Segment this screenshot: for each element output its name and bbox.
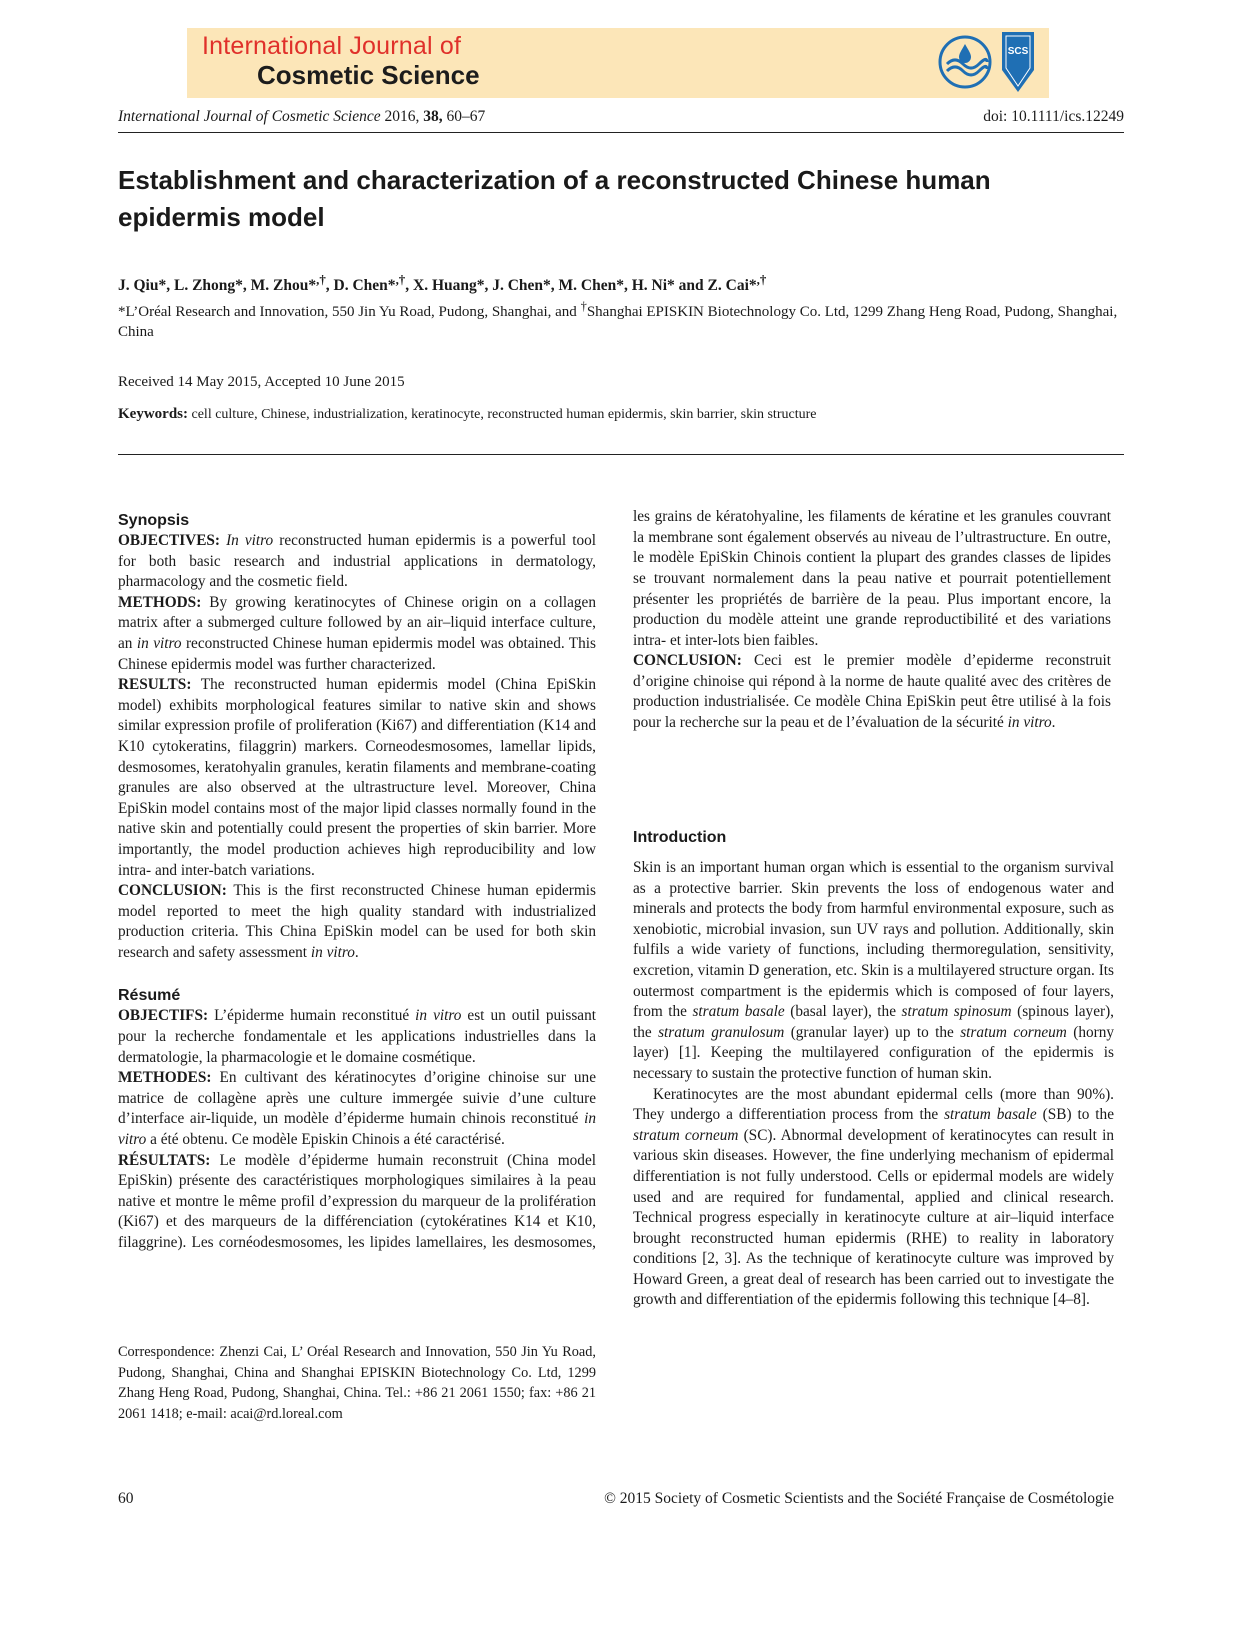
resume-cont-label: CONCLUSION: bbox=[633, 652, 742, 670]
right-column bbox=[633, 510, 1114, 1311]
copyright: © 2015 Society of Cosmetic Scientists and the Société Française de Cosmétologie bbox=[604, 1490, 1114, 1507]
resume-label: RÉSULTATS: bbox=[118, 1151, 211, 1169]
introduction-paragraph: Keratinocytes are the most abundant epidermal cells (more than 90%). They undergo a differentiation process from the stratum basale (SB) to the stratum corneum (SC). Abnormal development of keratinocytes can result in various skin diseases. However, the fine underlying mechanism of epidermal differentiation is not fully understood. Cells or epidermal models are widely used and are required for fundamental, applied and clinical research. Technical progress especially in keratinocyte culture at air–liquid interface brought reconstructed human epidermis (RHE) to reality in laboratory conditions [2, 3]. As the technique of keratinocyte culture was improved by Howard Green, a great deal of research has been carried out to investigate the growth and differentiation of the epidermis following this technique [4–8]. bbox=[633, 1085, 1114, 1309]
resume-text: L’épiderme humain reconstitué in vitro est un outil puissant pour la recherche fondamentale et les applications industrielles dans la dermatologie, la pharmacologie et le domaine cosmétique. bbox=[118, 1007, 596, 1066]
received-dates: Received 14 May 2015, Accepted 10 June 2015 bbox=[118, 374, 405, 390]
authors: J. Qiu*, L. Zhong*, M. Zhou*,†, D. Chen*,†, X. Huang*, J. Chen*, M. Chen*, H. Ni* and Z. Cai*,† bbox=[118, 272, 767, 295]
synopsis-paragraph bbox=[118, 531, 596, 593]
resume-heading: Résumé bbox=[118, 987, 181, 1005]
journal-name-line2: Cosmetic Science bbox=[257, 60, 480, 90]
resume-label: OBJECTIFS: bbox=[118, 1007, 209, 1025]
resume-text: En cultivant des kératinocytes d’origine chinoise sur une matrice de collagène après une culture immergée suivie d’une culture d’interface air-liquide, un modèle d’épiderme humain chinois reconstitué in vitro a été obtenu. Ce modèle Episkin Chinois a été caractérisé. bbox=[118, 1069, 596, 1149]
left-column bbox=[118, 510, 596, 1256]
resume-continued-flow bbox=[633, 510, 1111, 734]
citation-volume: 38, bbox=[423, 108, 443, 125]
keywords bbox=[118, 406, 1124, 423]
resume-text: Le modèle d’épiderme humain reconstruit (China model EpiSkin) présente des caractéristiques morphologiques similaires à la peau native et montre le même profil d’expression du marqueur de la prolifération (Ki67) et des marqueurs de la différenciation (cytokératines K14 et K10, filaggrine). Les cornéodesmosomes, les lipides lamellaires, les desmosomes, bbox=[118, 1151, 596, 1251]
scs-shield-text: SCS bbox=[1007, 46, 1029, 57]
resume-paragraph bbox=[118, 1068, 596, 1150]
affiliations: *L’Oréal Research and Innovation, 550 Jin Yu Road, Pudong, Shanghai, and †Shanghai EPISKIN Biotechnology Co. Ltd, 1299 Zhang Heng Road, Pudong, Shanghai, China bbox=[118, 299, 1118, 340]
article-title: Establishment and characterization of a reconstructed Chinese human epidermis model bbox=[118, 165, 991, 232]
synopsis-paragraph bbox=[118, 881, 596, 963]
resume-paragraph bbox=[118, 1151, 596, 1257]
doi[interactable]: doi: 10.1111/ics.12249 bbox=[983, 108, 1124, 125]
resume-cont-paragraph bbox=[633, 651, 1111, 733]
journal-banner bbox=[187, 28, 1049, 98]
introduction-heading: Introduction bbox=[633, 829, 727, 846]
citation-year: 2016, bbox=[384, 108, 420, 125]
citation-pages: 60–67 bbox=[446, 108, 486, 125]
resume-paragraph bbox=[118, 1006, 596, 1068]
resume-body-continued bbox=[633, 510, 1114, 797]
resume-cont-text: les grains de kératohyaline, les filaments de kératine et les granules couvrant la membrane sont également observés au niveau de l’ultrastructure. En outre, le modèle EpiSkin Chinois contient la plupart des grandes classes de lipides se trouvant normalement dans la peau native et pourrait potentiellement présenter les propriétés de barrière de la peau. Plus important encore, la production du modèle atteint une grande reproductibilité et des variations intra- et inter-lots bien faibles. bbox=[633, 510, 1111, 649]
page-number: 60 bbox=[118, 1490, 134, 1507]
synopsis-text: In vitro reconstructed human epidermis is a powerful tool for both basic research and industrial applications in dermatology, pharmacology and the cosmetic field. bbox=[118, 532, 596, 591]
synopsis-label: RESULTS: bbox=[118, 676, 192, 694]
synopsis-text: By growing keratinocytes of Chinese origin on a collagen matrix after a submerged culture followed by an air–liquid interface culture, an in vitro reconstructed Chinese human epidermis model was obtained. This Chinese epidermis model was further characterized. bbox=[118, 593, 597, 673]
synopsis-label: CONCLUSION: bbox=[118, 882, 227, 900]
resume-label: METHODES: bbox=[118, 1069, 212, 1087]
resume-cont-text: Ceci est le premier modèle d’epiderme reconstruit d’origine chinoise qui répond à la norme de haute qualité avec des critères de production industrialisée. Ce modèle China EpiSkin peut être utilisé à la fois pour la recherche sur la peau et de l’évaluation de la sécurité in vitro. bbox=[633, 652, 1111, 732]
synopsis-paragraph bbox=[118, 675, 596, 881]
header-divider bbox=[118, 454, 1124, 455]
citation bbox=[118, 108, 485, 126]
keywords-label: Keywords: bbox=[118, 406, 188, 422]
synopsis-text: This is the first reconstructed Chinese human epidermis model reported to meet the high quality standard with industrialized production criteria. This China EpiSkin model can be used for both skin research and safety assessment in vitro. bbox=[118, 882, 596, 961]
synopsis-label: OBJECTIVES: bbox=[118, 532, 221, 549]
citation-journal: International Journal of Cosmetic Science bbox=[118, 108, 381, 125]
synopsis-paragraph bbox=[118, 593, 596, 675]
introduction-body bbox=[633, 858, 1114, 1311]
resume-body bbox=[118, 1006, 596, 1256]
scs-shield-logo-icon bbox=[1000, 30, 1036, 94]
introduction-paragraph: Skin is an important human organ which is essential to the organism survival as a protective barrier. Skin prevents the loss of endogenous water and minerals and protects the body from harmful environmental exposure, such as xenobiotic, microbial invasion, sun UV rays and pollution. Additionally, skin fulfils a wide variety of functions, including thermoregulation, sensitivity, excretion, vitamin D generation, etc. Skin is a multilayered structure organ. Its outermost compartment is the epidermis which is composed of four layers, from the stratum basale (basal layer), the stratum spinosum (spinous layer), the stratum granulosum (granular layer) up to the stratum corneum (horny layer) [1]. Keeping the multilayered configuration of the epidermis is necessary to sustain the protective function of human skin. bbox=[633, 859, 1115, 1082]
keywords-text: cell culture, Chinese, industrialization, keratinocyte, reconstructed human epidermis, skin barrier, skin structure bbox=[191, 407, 817, 422]
synopsis-label: METHODS: bbox=[118, 593, 202, 611]
correspondence-footnote: Correspondence: Zhenzi Cai, L’ Oréal Research and Innovation, 550 Jin Yu Road, Pudong, Shanghai, China and Shanghai EPISKIN Biotechnology Co. Ltd, 1299 Zhang Heng Road, Pudong, Shanghai, China. Tel.: +86 21 2061 1550; fax: +86 21 2061 1418; e-mail: acai@rd.loreal.com bbox=[118, 1344, 596, 1422]
journal-name-line1: International Journal of bbox=[202, 32, 462, 60]
synopsis-body bbox=[118, 531, 596, 963]
resume-cont-paragraph bbox=[633, 510, 1111, 651]
synopsis-heading: Synopsis bbox=[118, 512, 190, 529]
synopsis-text: The reconstructed human epidermis model (China EpiSkin model) exhibits morphological features similar to native skin and shows similar expression profile of proliferation (Ki67) and differentiation (K14 and K10 cytokeratins, filaggrin) markers. Corneodesmosomes, lamellar lipids, desmosomes, keratohyalin granules, keratin filaments and membrane-coating granules are also observed at the ultrastructure level. Moreover, China EpiSkin model contains most of the major lipid classes normally found in the native skin and potentially could present the properties of skin barrier. More importantly, the model production achieves high reproducibility and low intra- and inter-batch variations. bbox=[118, 676, 596, 879]
running-head bbox=[118, 106, 1124, 133]
journal-wave-logo-icon bbox=[937, 34, 993, 90]
